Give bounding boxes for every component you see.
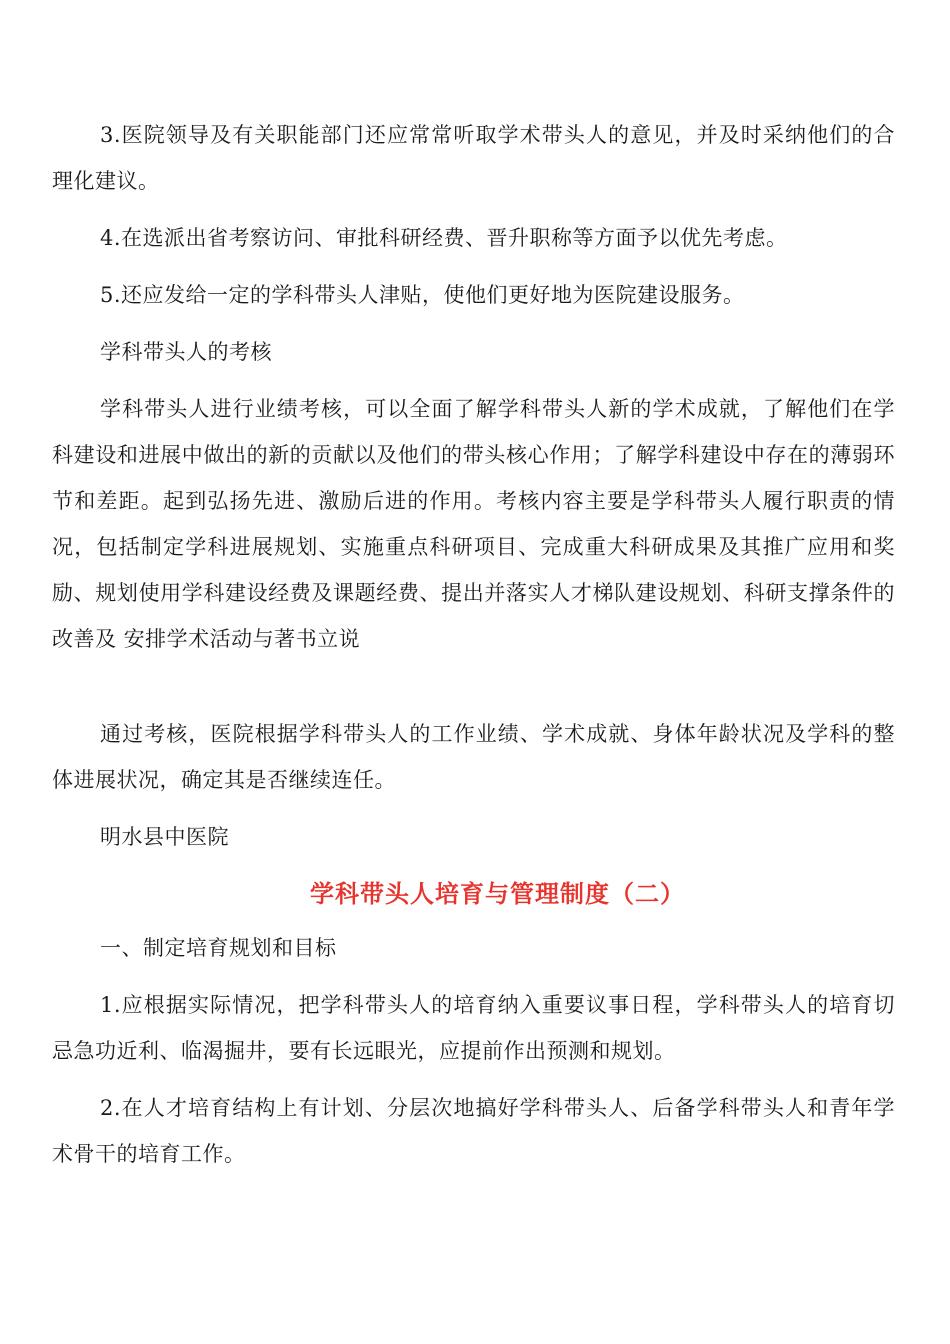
- section-heading-assessment: 学科带头人的考核: [100, 340, 272, 364]
- blank-line: [52, 673, 895, 711]
- paragraph-assessment-result: 通过考核，医院根据学科带头人的工作业绩、学术成就、身体年龄状况及学科的整体进展状况，确定其是否继续连任。: [52, 722, 895, 792]
- section-title: 学科带头人培育与管理制度（二）: [310, 880, 685, 908]
- paragraph-item-4: 4.在选派出省考察访问、审批科研经费、晋升职称等方面予以优先考虑。: [100, 226, 788, 250]
- organization-name: 明水县中医院: [100, 825, 229, 849]
- paragraph-plan-item-1: 1.应根据实际情况，把学科带头人的培育纳入重要议事日程，学科带头人的培育切忌急功近利、临渴掘井，要有长远眼光，应提前作出预测和规划。: [52, 993, 895, 1063]
- paragraph-item-3: 3.医院领导及有关职能部门还应常常听取学术带头人的意见，并及时采纳他们的合理化建议。: [52, 123, 895, 193]
- document-page: [52, 112, 895, 1188]
- paragraph-plan-item-2: 2.在人才培育结构上有计划、分层次地搞好学科带头人、后备学科带头人和青年学术骨干的培育工作。: [52, 1096, 895, 1166]
- subheading-plan-goals: 一、制定培育规划和目标: [100, 936, 337, 960]
- paragraph-item-5: 5.还应发给一定的学科带头人津贴，使他们更好地为医院建设服务。: [100, 283, 745, 307]
- paragraph-assessment-content: 学科带头人进行业绩考核，可以全面了解学科带头人新的学术成就，了解他们在学科建设和进展中做出的新的贡献以及他们的带头核心作用；了解学科建设中存在的薄弱环节和差距。起到弘扬先进、激励后进的作用。考核内容主要是学科带头人履行职责的情况，包括制定学科进展规划、实施重点科研项目、完成重大科研成果及其推广应用和奖励、规划使用学科建设经费及课题经费、提出并落实人才梯队建设规划、科研支撑条件的改善及 安排学术活动与著书立说: [52, 397, 895, 651]
